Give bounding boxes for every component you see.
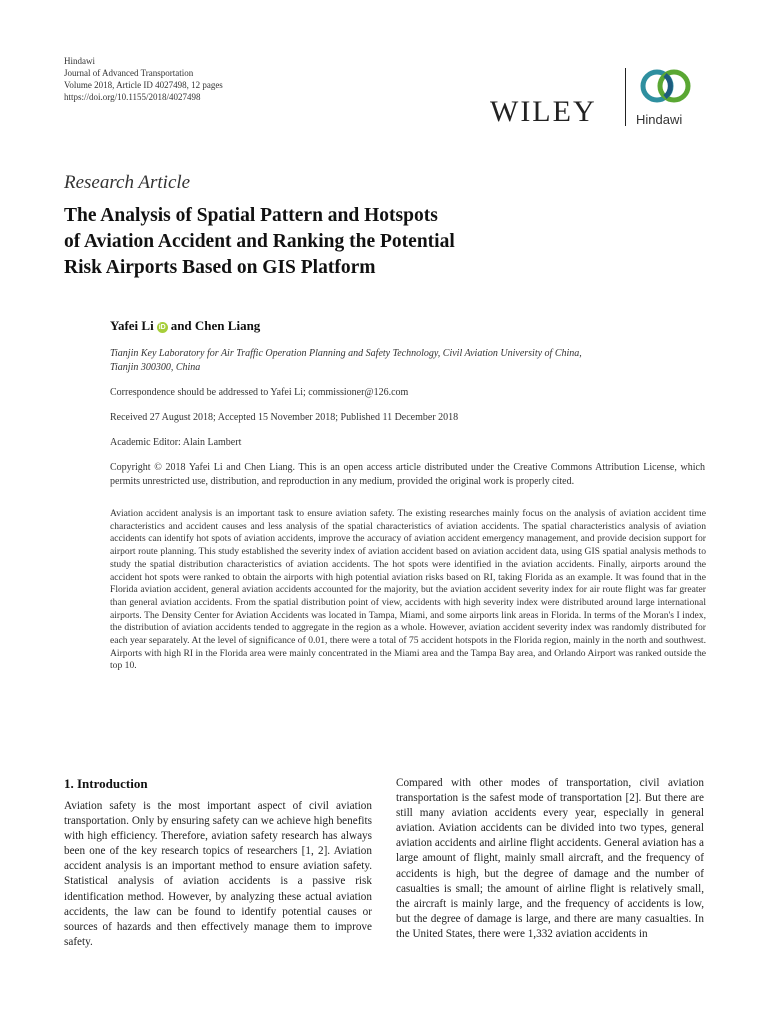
title-line: The Analysis of Spatial Pattern and Hotspots <box>64 205 438 226</box>
academic-editor: Academic Editor: Alain Lambert <box>110 437 242 448</box>
hindawi-wordmark: Hindawi <box>636 112 683 127</box>
intro-column-left: Aviation safety is the most important aspect of civil aviation transportation. Only by ensuring safety can we achieve high benefits with high efficiency. Therefore, aviation safety research has always been one of the key research topics of researchers [1, 2]. Aviation accident analysis is an important method to ensure aviation safety. Statistical analysis of aviation accidents is a passive risk identification method. However, by analyzing these actual aviation accidents, the law can be found to identify potential causes or sources of hazards and then effectively manage them to improve safety. <box>64 800 372 948</box>
orcid-icon[interactable]: iD <box>158 324 166 331</box>
correspondence: Correspondence should be addressed to Yafei Li; commissioner@126.com <box>110 387 409 398</box>
article-title <box>64 203 584 281</box>
author-name[interactable]: Yafei Li <box>110 318 154 333</box>
author-list <box>110 318 260 334</box>
journal-name: Journal of Advanced Transportation <box>64 68 194 78</box>
affiliation-line: Tianjin Key Laboratory for Air Traffic Operation Planning and Safety Technology, Civil Aviation University of China, <box>110 348 582 359</box>
wiley-logo: WILEY <box>490 95 597 128</box>
affiliation-line: Tianjin 300300, China <box>110 361 201 373</box>
hindawi-logo-icon <box>638 62 694 112</box>
journal-header <box>64 55 223 103</box>
article-type: Research Article <box>64 172 191 193</box>
title-line: Risk Airports Based on GIS Platform <box>64 257 376 278</box>
publication-dates: Received 27 August 2018; Accepted 15 November 2018; Published 11 December 2018 <box>110 412 459 423</box>
publisher-name: Hindawi <box>64 56 95 66</box>
intro-column-right: Compared with other modes of transportation, civil aviation transportation is the safest mode of transportation [2]. But there are still many aviation accidents every year, especially in general aviation. Aviation accidents can be divided into two types, general aviation accidents and airline flight accidents. General aviation has a large amount of flight, mainly small aircraft, and the frequency of accidents is high, but the degree of damage and the number of casualties is small; the amount of airline flight is relatively small, the aircraft is mainly large, and the frequency of accidents is low, but the degree of damage is large, and there are many casualties. In the United States, there were 1,332 aviation accidents in <box>396 777 704 940</box>
author-name[interactable]: and Chen Liang <box>170 318 261 333</box>
copyright-notice: Copyright © 2018 Yafei Li and Chen Liang. This is an open access article distributed under the Creative Commons Attribution License, which permits unrestricted use, distribution, and reproduction in any medium, provided the original work is properly cited. <box>110 462 705 487</box>
section-heading: 1. Introduction <box>64 776 148 791</box>
abstract: Aviation accident analysis is an important task to ensure aviation safety. The existing researches mainly focus on the analysis of aviation accident time characteristics and accident causes and less analysis of the spatial characteristics of aviation accidents. The spatial characteristics analysis of aviation accidents can identify hot spots of aviation accidents, improve the accuracy of aviation accident emergency management, and provide decision support for airport route planning. This study established the severity index of aviation accident based on aviation accident data, using GIS spatial analysis methods to study the spatial distribution characteristics of aviation accidents. The hot spots were identified in the aviation accidents. Finally, airports around the accident hot spots were ranked to obtain the airports with high potential aviation risks based on RI, taking Florida as an example. It was found that in the Florida aviation accident, general aviation accidents accounted for the majority, but the aviation accident severity index for air route flight was far greater than general aviation accidents. From the spatial distribution point of view, accidents with high severity index were distributed around large international airports. The Density Center for Aviation Accidents was located in Tampa, Miami, and some airports link areas in Florida. In terms of the Moran's I index, the distribution of aviation accidents tended to aggregate in the region as a whole. However, aviation accident severity index was randomly distributed for each year separately. At the level of significance of 0.01, there were a total of 75 accident hotspots in the Florida region, mainly in the north and southwest. Airports with high RI in the Florida area were mainly concentrated in the Miami area and the Tampa Bay area, and Orlando Airport was ranked outside the top 10. <box>110 508 706 672</box>
doi-link[interactable]: https://doi.org/10.1155/2018/4027498 <box>64 92 201 102</box>
volume-info: Volume 2018, Article ID 4027498, 12 pages <box>64 80 223 90</box>
affiliation <box>110 347 705 374</box>
title-line: of Aviation Accident and Ranking the Potential <box>64 231 455 252</box>
logo-divider <box>625 68 626 126</box>
